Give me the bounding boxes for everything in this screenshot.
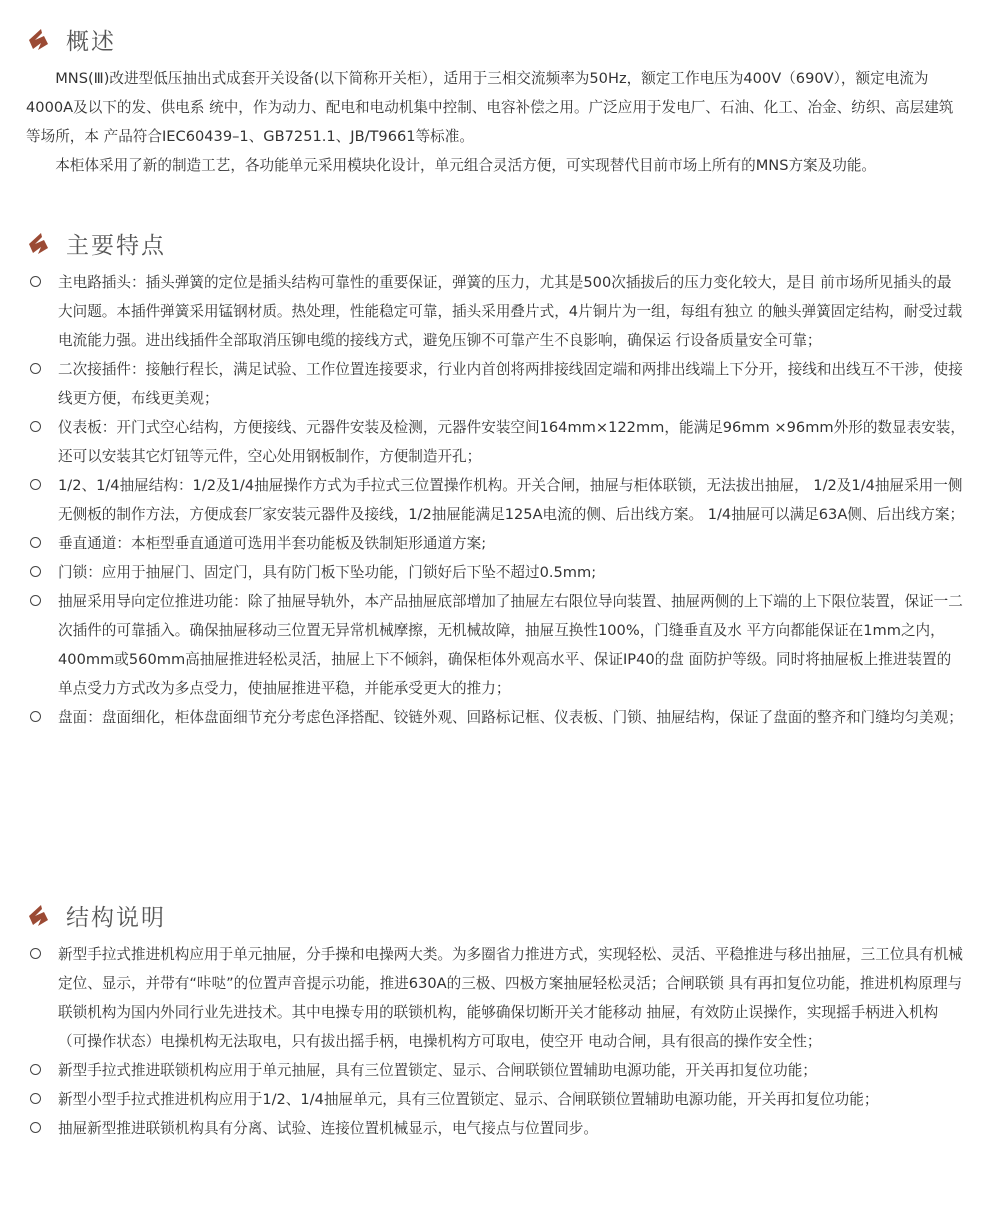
bullet-circle-icon	[30, 276, 41, 287]
structure-list	[26, 940, 965, 1143]
section-heading	[26, 898, 965, 932]
feather-icon	[26, 230, 52, 256]
section-structure	[26, 898, 965, 1143]
list-item	[26, 471, 965, 529]
bullet-circle-icon	[30, 421, 41, 432]
bullet-circle-icon	[30, 479, 41, 490]
list-item	[26, 355, 965, 413]
section-title: 主要特点	[66, 232, 166, 259]
feather-icon	[26, 902, 52, 928]
section-title: 结构说明	[66, 904, 166, 931]
list-item-text: 盘面：盘面细化，柜体盘面细节充分考虑色泽搭配、铰链外观、回路标记框、仪表板、门锁、抽屉结构，保证了盘面的整齐和门缝均匀美观；	[58, 709, 963, 726]
list-item	[26, 413, 965, 471]
list-item-text: 仪表板：开门式空心结构，方便接线、元器件安装及检测，元器件安装空间164mm×122mm，能满足96mm ×96mm外形的数显表安装，还可以安装其它灯钮等元件，空心处用钢板制作，方便制造开孔；	[58, 419, 965, 465]
list-item-text: 1/2、1/4抽屉结构：1/2及1/4抽屉操作方式为手拉式三位置操作机构。开关合闸，抽屉与柜体联锁，无法拔出抽屉， 1/2及1/4抽屉采用一侧无侧板的制作方法，方便成套厂家安装元器件及接线，1/2抽屉能满足125A电流的侧、后出线方案。 1/4抽屉可以满足63A侧、后出线方案；	[58, 477, 965, 523]
section-title: 概述	[66, 28, 116, 55]
list-item-text: 二次接插件：接触行程长，满足试验、工作位置连接要求，行业内首创将两排接线固定端和两排出线端上下分开，接线和出线互不干涉，使接线更方便，布线更美观；	[58, 361, 963, 407]
list-item-text: 主电路插头：插头弹簧的定位是插头结构可靠性的重要保证，弹簧的压力，尤其是500次插拔后的压力变化较大，是目 前市场所见插头的最大问题。本插件弹簧采用锰钢材质。热处理，性能稳定可靠，插头采用叠片式，4片铜片为一组，每组有独立 的触头弹簧固定结构，耐受过载电流能力强。进出线插件全部取消压铆电缆的接线方式，避免压铆不可靠产生不良影响，确保运 行设备质量安全可靠；	[58, 274, 963, 349]
section-body	[26, 64, 965, 180]
list-item	[26, 587, 965, 703]
bullet-circle-icon	[30, 537, 41, 548]
bullet-circle-icon	[30, 1122, 41, 1133]
section-features	[26, 226, 965, 732]
list-item-text: 抽屉新型推进联锁机构具有分离、试验、连接位置机械显示，电气接点与位置同步。	[58, 1120, 598, 1137]
list-item	[26, 1085, 965, 1114]
list-item-text: 抽屉采用导向定位推进功能：除了抽屉导轨外，本产品抽屉底部增加了抽屉左右限位导向装置、抽屉两侧的上下端的上下限位装置，保证一二次插件的可靠插入。确保抽屉移动三位置无异常机械摩擦，无机械故障，抽屉互换性100%，门缝垂直及水 平方向都能保证在1mm之内，400mm或560mm高抽屉推进轻松灵活，抽屉上下不倾斜，确保柜体外观高水平、保证IP40的盘 面防护等级。同时将抽屉板上推进装置的单点受力方式改为多点受力，使抽屉推进平稳，并能承受更大的推力；	[58, 593, 963, 697]
bullet-circle-icon	[30, 711, 41, 722]
feather-icon	[26, 26, 52, 52]
list-item	[26, 940, 965, 1056]
list-item-text: 门锁：应用于抽屉门、固定门，具有防门板下坠功能，门锁好后下坠不超过0.5mm;	[58, 564, 597, 581]
list-item	[26, 529, 965, 558]
section-overview	[26, 22, 965, 180]
list-item	[26, 1056, 965, 1085]
list-item-text: 新型手拉式推进机构应用于单元抽屉，分手操和电操两大类。为多圈省力推进方式，实现轻松、灵活、平稳推进与移出抽屉，三工位具有机械定位、显示，并带有“咔哒”的位置声音提示功能，推进630A的三极、四极方案抽屉轻松灵活；合闸联锁 具有再扣复位功能，推进机构原理与联锁机构为国内外同行业先进技术。其中电操专用的联锁机构，能够确保切断开关才能移动 抽屉，有效防止误操作，实现摇手柄进入机构（可操作状态）电操机构无法取电，只有拔出摇手柄，电操机构方可取电，使空开 电动合闸，具有很高的操作安全性；	[58, 946, 963, 1050]
bullet-circle-icon	[30, 566, 41, 577]
section-heading	[26, 22, 965, 56]
list-item-text: 新型手拉式推进联锁机构应用于单元抽屉，具有三位置锁定、显示、合闸联锁位置辅助电源功能，开关再扣复位功能；	[58, 1062, 817, 1079]
list-item-text: 垂直通道：本柜型垂直通道可选用半套功能板及铁制矩形通道方案;	[58, 535, 487, 552]
bullet-circle-icon	[30, 1093, 41, 1104]
bullet-circle-icon	[30, 948, 41, 959]
list-item	[26, 558, 965, 587]
paragraph: MNS(Ⅲ)改进型低压抽出式成套开关设备(以下简称开关柜），适用于三相交流频率为50Hz，额定工作电压为400V（690V），额定电流为4000A及以下的发、供电系 统中，作为动力、配电和电动机集中控制、电容补偿之用。广泛应用于发电厂、石油、化工、冶金、纺织、高层建筑等场所，本 产品符合IEC60439–1、GB7251.1、JB/T9661等标准。	[26, 70, 954, 145]
list-item	[26, 1114, 965, 1143]
list-item-text: 新型小型手拉式推进机构应用于1/2、1/4抽屉单元，具有三位置锁定、显示、合闸联锁位置辅助电源功能，开关再扣复位功能；	[58, 1091, 879, 1108]
list-item	[26, 703, 965, 732]
feature-list	[26, 268, 965, 732]
bullet-circle-icon	[30, 363, 41, 374]
paragraph: 本柜体采用了新的制造工艺，各功能单元采用模块化设计，单元组合灵活方便，可实现替代目前市场上所有的MNS方案及功能。	[55, 157, 877, 174]
bullet-circle-icon	[30, 595, 41, 606]
list-item	[26, 268, 965, 355]
section-heading	[26, 226, 965, 260]
bullet-circle-icon	[30, 1064, 41, 1075]
